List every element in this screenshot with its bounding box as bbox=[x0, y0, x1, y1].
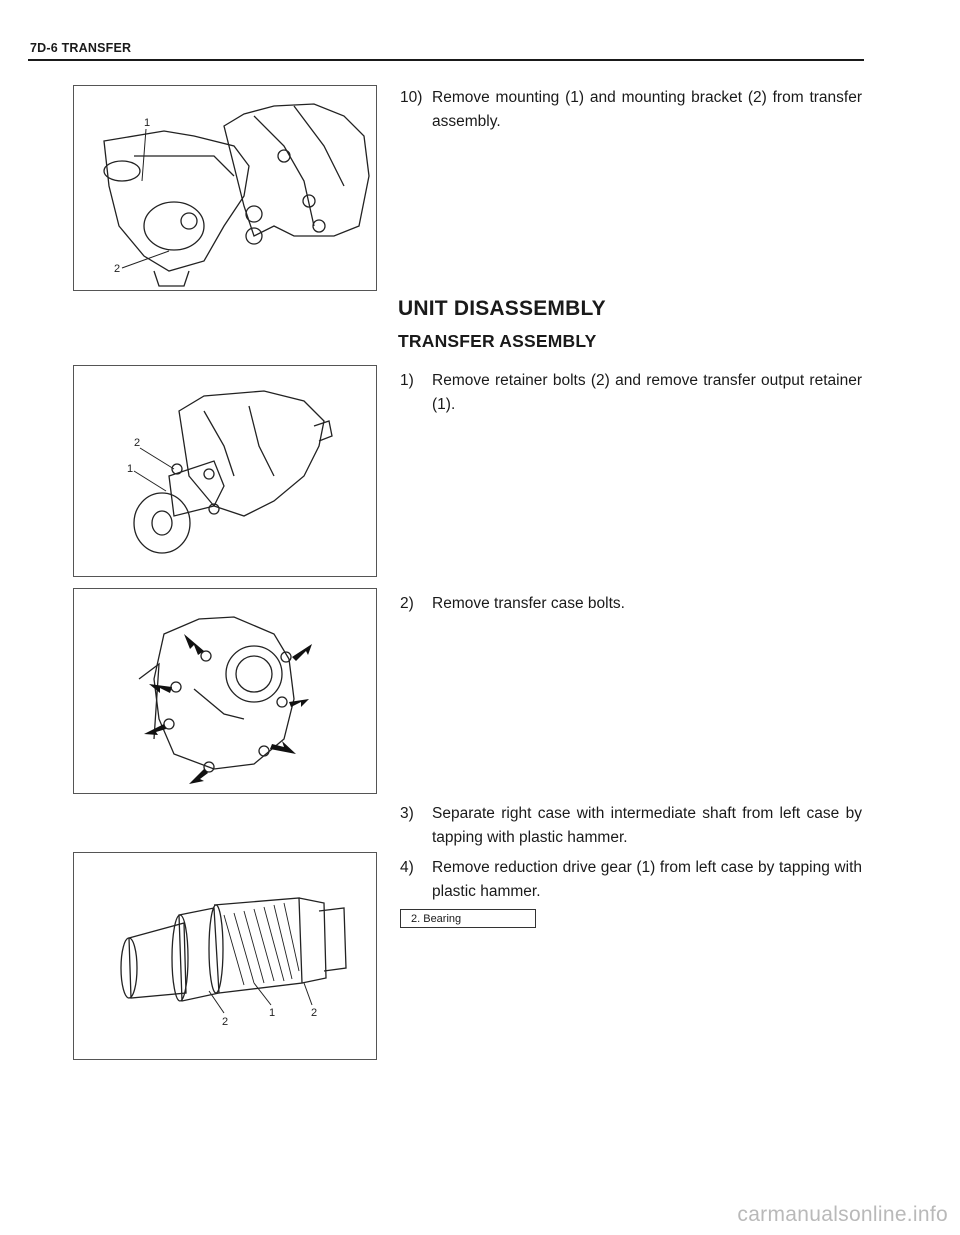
step-number: 3) bbox=[400, 805, 414, 822]
reduction-gear-illustration bbox=[74, 853, 376, 1059]
retainer-illustration bbox=[74, 366, 376, 576]
header-rule bbox=[28, 59, 864, 61]
subsection-title: TRANSFER ASSEMBLY bbox=[398, 331, 597, 351]
mounting-illustration bbox=[74, 86, 376, 290]
step-number: 10) bbox=[400, 89, 423, 106]
figure-reduction-gear bbox=[73, 852, 377, 1060]
step-3 bbox=[400, 802, 862, 850]
step-text: Remove reduction drive gear (1) from left case by tapping with plastic hammer. bbox=[432, 859, 862, 900]
step-number: 2) bbox=[400, 595, 414, 612]
step-10 bbox=[400, 86, 862, 134]
callout-2: 2 bbox=[134, 437, 141, 449]
callout-2-right: 2 bbox=[311, 1007, 318, 1019]
watermark: carmanualsonline.info bbox=[737, 1203, 948, 1226]
figure-mounting-removal bbox=[73, 85, 377, 291]
step-4 bbox=[400, 856, 862, 904]
legend-bearing: 2. Bearing bbox=[400, 909, 536, 928]
figure-retainer-removal bbox=[73, 365, 377, 577]
step-text: Remove mounting (1) and mounting bracket (2) from transfer assembly. bbox=[432, 89, 862, 130]
figure-case-bolts bbox=[73, 588, 377, 794]
callout-2: 2 bbox=[114, 263, 121, 275]
step-text: Separate right case with intermediate shaft from left case by tapping with plastic hammer. bbox=[432, 805, 862, 846]
callout-1: 1 bbox=[127, 463, 134, 475]
case-bolts-illustration bbox=[74, 589, 376, 793]
step-2 bbox=[400, 592, 862, 616]
section-title: UNIT DISASSEMBLY bbox=[398, 297, 606, 320]
step-number: 4) bbox=[400, 859, 414, 876]
callout-1: 1 bbox=[144, 117, 151, 129]
step-text: Remove retainer bolts (2) and remove transfer output retainer (1). bbox=[432, 372, 862, 413]
step-text: Remove transfer case bolts. bbox=[432, 595, 625, 612]
step-1 bbox=[400, 369, 862, 417]
page-header-title: 7D-6 TRANSFER bbox=[30, 41, 132, 55]
callout-2-left: 2 bbox=[222, 1016, 229, 1028]
callout-1: 1 bbox=[269, 1007, 276, 1019]
step-number: 1) bbox=[400, 372, 414, 389]
